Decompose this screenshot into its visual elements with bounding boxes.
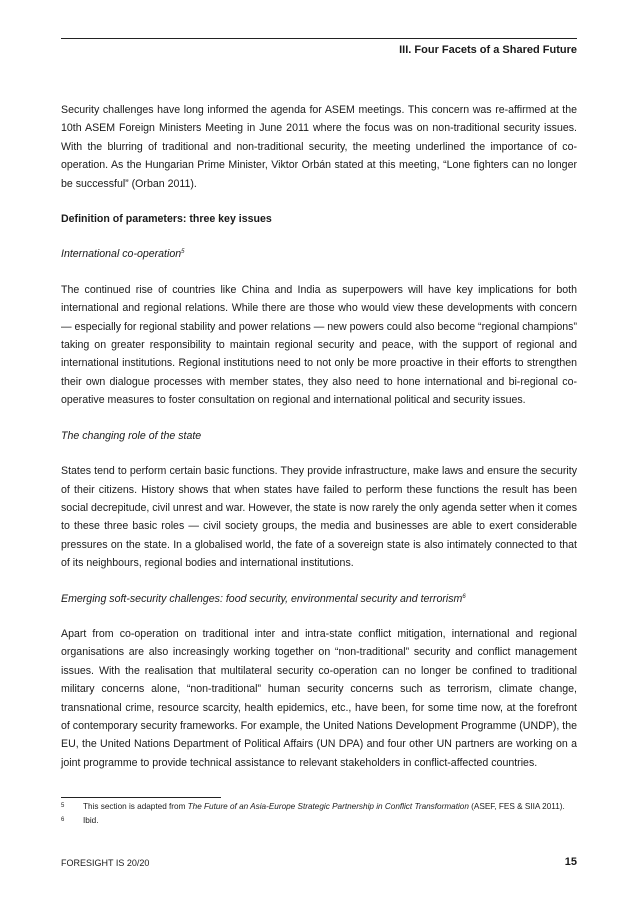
- body-text: [61, 101, 577, 789]
- paragraph-rising-powers: The continued rise of countries like China and India as superpowers will have key implications for both international and regional relations. While there are those who would view these developments with concern — especially for regional stability and power relations — new powers could also become “regional champions” taking on greater responsibility to maintain regional security and peace, with the support of regional and international institutions. Regional institutions need to not only be more proactive in their efforts to strengthen their own dialogue processes with member states, they also need to hone international and bi-regional co-operative measures to foster consultation on regional and international political and security issues.: [61, 283, 577, 407]
- footnote-text-pre: This section is adapted from: [83, 802, 188, 811]
- footnote-cited-title: The Future of an Asia-Europe Strategic Partnership in Conflict Transformation: [187, 802, 469, 811]
- paragraph-state-functions: States tend to perform certain basic functions. They provide infrastructure, make laws and ensure the security of their citizens. History shows that when states have failed to perform these functions the result has been social decrepitude, civil unrest and war. However, the state is now rarely the only agenda setter when it comes to these three basic roles — civil society groups, the media and businesses are able to exert considerable pressures on the state. In a globalised world, the fate of a sovereign state is also intimately connected to that of its neighbours, regional bodies and international institutions.: [61, 465, 577, 570]
- heading-emerging-soft-security: [61, 590, 577, 608]
- footnote-text-post: (ASEF, FES & SIIA 2011).: [468, 802, 565, 811]
- heading-definition-parameters: Definition of parameters: three key issues: [61, 213, 272, 226]
- paragraph-non-traditional-security: Apart from co-operation on traditional inter and intra-state conflict mitigation, international and regional organisations are also increasingly working together on “non-traditional” security and conflict management issues. With the realisation that multilateral security co-operation can no longer be confined to traditional military concerns alone, “non-traditional” human security concerns such as terrorism, climate change, transnational crime, resource scarcity, health epidemics, etc., have been, for some time now, at the forefront of contemporary security frameworks. For example, the United Nations Development Programme (UNDP), the EU, the United Nations Department of Political Affairs (UN DPA) and four other UN partners are working on a joint programme to provide technical assistance to relevant stakeholders in conflict-affected countries.: [61, 627, 577, 769]
- heading-international-cooperation: [61, 245, 577, 263]
- heading-emerging-soft-security-text: Emerging soft-security challenges: food security, environmental security and terrorism: [61, 592, 463, 605]
- paragraph-asem-security: Security challenges have long informed the agenda for ASEM meetings. This concern was re-affirmed at the 10th ASEM Foreign Ministers Meeting in June 2011 where the focus was on non-traditional security issues. With the blurring of traditional and non-traditional security, the meeting underlined the importance of co-operation. As the Hungarian Prime Minister, Viktor Orbán stated at this meeting, “Lone fighters can no longer be successful” (Orban 2011).: [61, 104, 577, 190]
- footnote-ref-6[interactable]: 6: [462, 593, 466, 600]
- footnote-text: [83, 801, 577, 813]
- footnote-5: [61, 801, 577, 813]
- footnote-6: [61, 815, 577, 827]
- heading-changing-role-state: The changing role of the state: [61, 429, 202, 442]
- header-rule: [61, 38, 577, 39]
- running-header: III. Four Facets of a Shared Future: [399, 44, 577, 56]
- footnote-number: 5: [61, 803, 65, 809]
- footnote-ref-5[interactable]: 5: [181, 249, 185, 256]
- heading-international-cooperation-text: International co-operation: [61, 248, 182, 261]
- footnote-number: 6: [61, 817, 65, 824]
- footer-publication-title: FORESIGHT IS 20/20: [61, 858, 150, 868]
- footnote-text: Ibid.: [83, 816, 99, 826]
- footnotes: [61, 801, 577, 830]
- page-number: 15: [564, 856, 577, 868]
- footnote-rule: [61, 797, 221, 798]
